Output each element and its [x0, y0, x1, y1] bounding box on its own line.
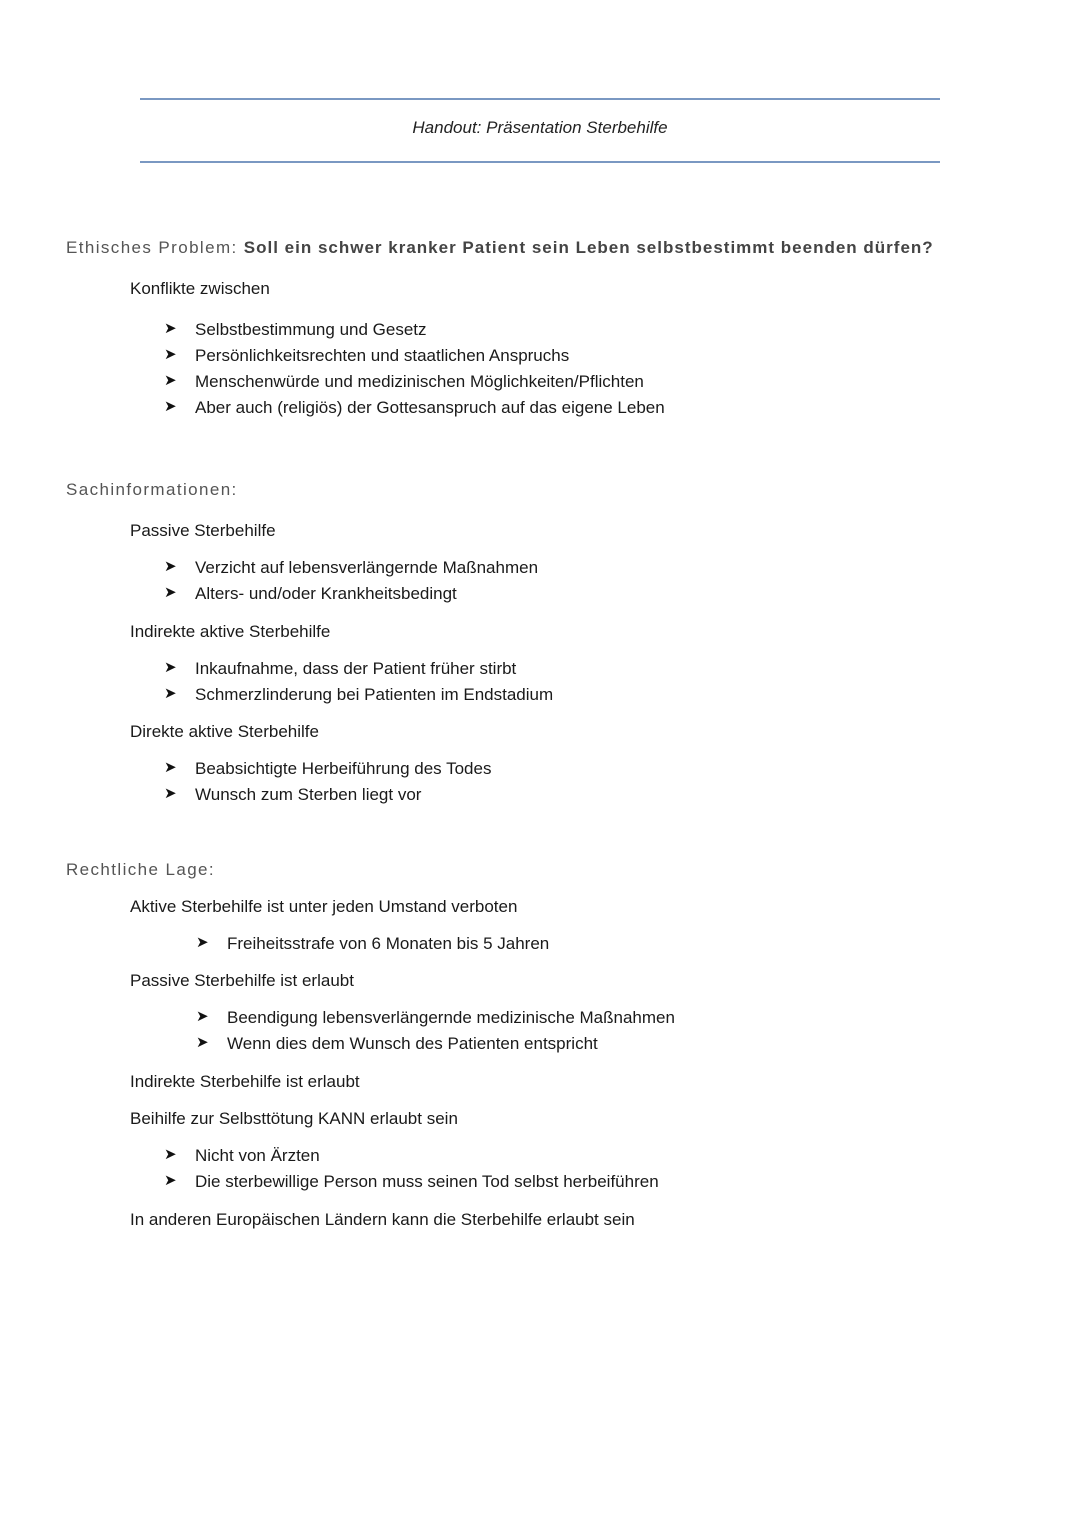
legal-heading: Rechtliche Lage: [66, 860, 216, 879]
arrowhead-bullet-icon: ➤ [196, 1008, 209, 1025]
ethics-intro: Konflikte zwischen [130, 279, 270, 298]
ethics-question: Soll ein schwer kranker Patient sein Leben selbstbestimmt beenden dürfen? [243, 238, 934, 257]
header-rule-bottom [140, 161, 940, 163]
arrowhead-bullet-icon: ➤ [164, 346, 177, 363]
arrowhead-bullet-icon: ➤ [164, 558, 177, 575]
header-rule-top [140, 98, 940, 100]
arrowhead-bullet-icon: ➤ [164, 1146, 177, 1163]
arrowhead-bullet-icon: ➤ [164, 584, 177, 601]
arrowhead-bullet-icon: ➤ [164, 759, 177, 776]
legal-active-title: Aktive Sterbehilfe ist unter jeden Umstand verboten [130, 897, 518, 916]
facts-heading: Sachinformationen: [66, 480, 238, 499]
arrowhead-bullet-icon: ➤ [164, 1172, 177, 1189]
legal-passive-title: Passive Sterbehilfe ist erlaubt [130, 971, 354, 990]
arrowhead-bullet-icon: ➤ [164, 372, 177, 389]
legal-assisted-title: Beihilfe zur Selbsttötung KANN erlaubt sein [130, 1109, 458, 1128]
legal-indirect-title: Indirekte Sterbehilfe ist erlaubt [130, 1072, 360, 1091]
facts-passive-title: Passive Sterbehilfe [130, 521, 276, 540]
arrowhead-bullet-icon: ➤ [196, 934, 209, 951]
arrowhead-bullet-icon: ➤ [164, 398, 177, 415]
document-page: Handout: Präsentation Sterbehilfe Ethisches Problem: Soll ein schwer kranker Patient sein Leben selbstbestimmt beenden dürfen? Konflikte zwischen ➤ Selbstbestimmung und Gesetz ➤ Persönlichkeitsrechten und staatlichen Anspruchs ➤ Menschenwürde und medizinischen Möglichkeiten/Pflichten ➤ Aber auch (religiös) der Gottesanspruch auf das eigene Leben Sachinformationen: Passive Sterbehilfe ➤ Verzicht auf lebensverlängernde Maßnahmen ➤ Alters- und/oder Krankheitsbedingt Indirekte aktive Sterbehilfe ➤ Inkaufnahme, dass der Patient früher stirbt ➤ Schmerzlinderung bei Patienten im Endstadium Direkte aktive Sterbehilfe ➤ Beabsichtigte Herbeiführung des Todes ➤ Wunsch zum Sterben liegt vor Rechtliche Lage: Aktive Sterbehilfe ist unter jeden Umstand verboten ➤ Freiheitsstrafe von 6 Monaten bis 5 Jahren Passive Sterbehilfe ist erlaubt ➤ Beendigung lebensverlängernde medizinische Maßnahmen ➤ Wenn dies dem Wunsch des Patienten entspricht Indirekte Sterbehilfe ist erlaubt Beihilfe zur Selbsttötung KANN erlaubt sein ➤ Nicht von Ärzten ➤ Die sterbewillige Person muss seinen Tod selbst herbeiführen In anderen Europäischen Ländern kann die Sterbehilfe erlaubt sein [0, 0, 1080, 1527]
ethics-label: Ethisches Problem: [66, 238, 238, 257]
facts-direct-title: Direkte aktive Sterbehilfe [130, 722, 319, 741]
arrowhead-bullet-icon: ➤ [164, 785, 177, 802]
arrowhead-bullet-icon: ➤ [164, 659, 177, 676]
arrowhead-bullet-icon: ➤ [164, 320, 177, 337]
ethics-heading [66, 238, 934, 258]
legal-europe-note: In anderen Europäischen Ländern kann die Sterbehilfe erlaubt sein [130, 1210, 635, 1229]
arrowhead-bullet-icon: ➤ [196, 1034, 209, 1051]
facts-indirect-title: Indirekte aktive Sterbehilfe [130, 622, 331, 641]
header-title: Handout: Präsentation Sterbehilfe [412, 118, 668, 137]
arrowhead-bullet-icon: ➤ [164, 685, 177, 702]
